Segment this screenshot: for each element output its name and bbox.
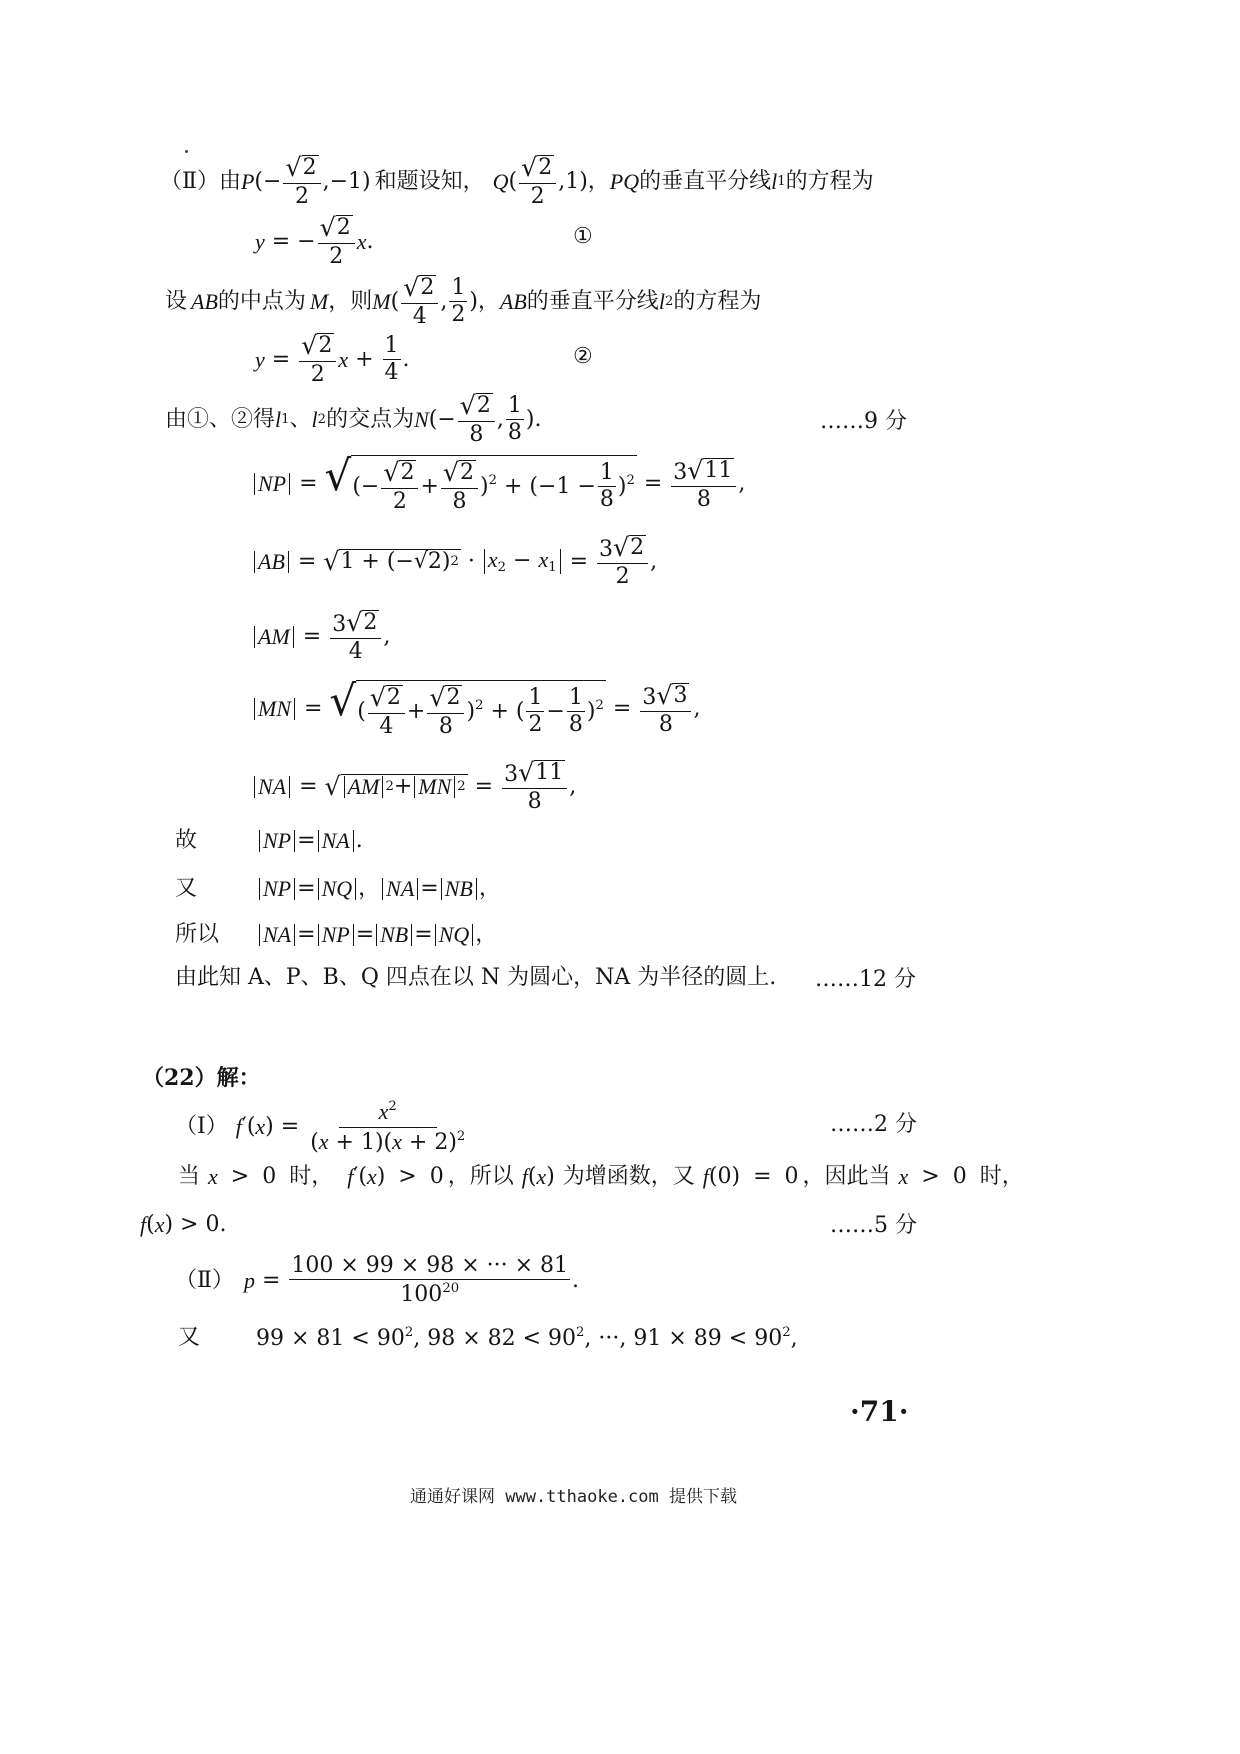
therefore-line: 故 NP = NA . (175, 828, 363, 853)
so-line: 所以 NA = NP = NB = NQ ， (175, 922, 498, 947)
score-12: ……12 分 (815, 967, 916, 992)
time-word-2: 时， (979, 1164, 1024, 1189)
when-word: 当 (178, 1164, 201, 1189)
q22-part2-probability: （Ⅱ） p = $\frac{100 \times 99 \times 98 \times \cdot\cdot\cdot \times 81}{100^{20}}$ . (175, 1253, 580, 1308)
q22-header: （22）解： (142, 1065, 261, 1091)
score-5: ……5 分 (830, 1213, 917, 1238)
q22-monotonic-line: 当 x > 0 时， f ′( x ) > 0 ，所以 f ( x ) 为增函数，又 f (0) = 0 ，因此当 x > 0 时， (178, 1164, 1024, 1189)
mid-prefix: 设 (165, 288, 188, 314)
footer-download-note: 通通好课网 www.tthaoke.com 提供下载 (410, 1487, 737, 1507)
inter-prefix: 由①、②得 (165, 406, 276, 432)
intro-suffix: 的垂直平分线 (639, 168, 772, 194)
intersection-line: 由①、②得 l 1 、 l 2 的交点为 N (− √ 2 8 , $\frac{1}{8}$ ). (165, 391, 542, 447)
so-word: 所以 (175, 922, 220, 947)
segment-pq-label: PQ (609, 168, 640, 194)
equation-1: y = − √ 2 2 x . (255, 213, 374, 269)
l2-label: l (658, 288, 665, 314)
mid-suffix: 的垂直平分线 (526, 288, 659, 314)
na-length-equation: NA = √ AM 2 + MN 2 = 3 √ 11 8 , (252, 760, 576, 813)
mid-text: 的中点为 (217, 288, 306, 314)
conclusion-line: 由此知 A、P、B、Q 四点在以 N 为圆心，NA 为半径的圆上. (175, 965, 777, 990)
q22-positive-line: f ( x ) > 0. (140, 1212, 227, 1237)
q22-inequality-line: 又 $99 \times 81 < 90^2$, $98 \times 82 < 90^2$, ···, $91 \times 89 < 90^2$, (178, 1325, 798, 1352)
equation-2-tag: ② (573, 344, 593, 369)
also-word-2: 又 (178, 1325, 201, 1351)
part2-label: （Ⅱ） (175, 1267, 234, 1293)
point-q-label: Q (492, 168, 509, 194)
intro-end: 的方程为 (785, 168, 874, 194)
therefore-word: 故 (175, 828, 198, 853)
increasing-clause: 为增函数，又 (562, 1164, 695, 1189)
intro-mid: 和题设知， (374, 168, 485, 194)
time-word: 时， (289, 1164, 334, 1189)
midpoint-line: 设 AB 的中点为 M ，则 M ( √ 2 4 , $\frac{1}{2}$ )， AB 的垂直平分线 l 2 的方程为 (165, 273, 762, 329)
also-line: 又 NP = NQ ， NA = NB ， (175, 876, 501, 901)
mid-then: ，则 (328, 288, 373, 314)
hence-clause: ，因此当 (802, 1164, 891, 1189)
score-2: ……2 分 (830, 1112, 917, 1137)
part2-intro-line: （Ⅱ）由 P (− √ 2 2 ,−1) 和题设知， Q ( √ 2 2 ,1)， PQ 的垂直平分线 l 1 的方程为 (160, 153, 874, 209)
part1-label: （Ⅰ） (175, 1114, 228, 1140)
equation-2: y = √ 2 2 x + $\frac{1}{4}$ . (255, 331, 410, 387)
page-number: ·71· (850, 1395, 909, 1428)
mn-length-equation: MN = √ ( √ 2 4 + √ 2 8 )$^2$ + ( $\frac{1}{2}$ − $\frac{1}{8}$ )$^2$ = 3 √ 3 8 , (252, 680, 700, 738)
equation-1-tag: ① (573, 224, 593, 249)
ab-length-equation: AB = √ 1 + (−√2) 2 · $x_2 - x_1$ = 3 √ 2 2 , (252, 535, 657, 588)
intro-prefix: （Ⅱ）由 (160, 168, 241, 194)
l1-label: l (771, 168, 778, 194)
so-clause: ，所以 (447, 1164, 514, 1189)
point-m-label: M (309, 288, 329, 314)
mid-end: 的方程为 (673, 288, 762, 314)
q22-part1-derivative: （Ⅰ） f ′( x ) = $\frac{x^2}{(x + 1)(x + 2)^2}$ (175, 1099, 466, 1156)
am-length-equation: AM = 3 √ 2 4 , (252, 610, 390, 663)
inter-mid: 的交点为 (326, 406, 415, 432)
score-9: ……9 分 (820, 409, 907, 434)
np-length-equation: NP = √ (− √ 2 2 + √ 2 8 )$^2$ + (−1 − $\frac{1}{8}$ )$^2$ = 3 √ 11 8 , (252, 455, 745, 513)
segment-ab-label: AB (191, 288, 218, 314)
also-word: 又 (175, 876, 198, 901)
point-p-label: P (240, 168, 255, 194)
scan-speck (185, 150, 188, 153)
